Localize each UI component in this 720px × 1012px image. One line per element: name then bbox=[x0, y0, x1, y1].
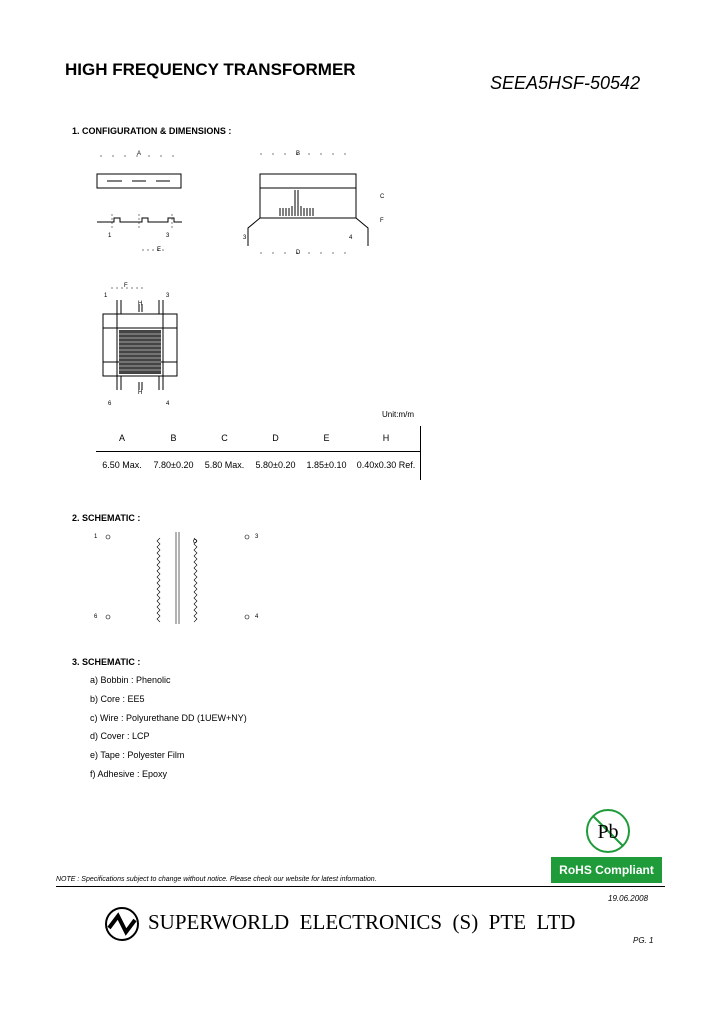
schematic-pin-1: 1 bbox=[94, 534, 98, 540]
company-logo bbox=[104, 906, 140, 942]
section-1-heading: 1. CONFIGURATION & DIMENSIONS : bbox=[72, 126, 232, 136]
table-cell: 7.80±0.20 bbox=[153, 460, 194, 470]
table-header: B bbox=[170, 433, 177, 443]
dim-label-f: F bbox=[124, 283, 128, 289]
material-item: b) Core : EE5 bbox=[90, 694, 145, 704]
table-header: H bbox=[382, 433, 390, 443]
table-header: E bbox=[323, 433, 330, 443]
dim-label-h-bottom: H bbox=[138, 390, 143, 396]
part-number: SEEA5HSF-50542 bbox=[490, 73, 641, 93]
schematic-pin-4: 4 bbox=[255, 614, 259, 620]
dim-label-h: H bbox=[138, 301, 143, 307]
section-2-heading: 2. SCHEMATIC : bbox=[72, 513, 141, 523]
table-cell: 5.80 Max. bbox=[204, 460, 245, 470]
dim-label-b: B bbox=[296, 151, 301, 157]
material-item: e) Tape : Polyester Film bbox=[90, 750, 185, 760]
table-header: D bbox=[272, 433, 279, 443]
unit-label: Unit:m/m bbox=[382, 410, 414, 419]
rohs-badge: RoHS Compliant bbox=[551, 857, 662, 883]
pb-symbol: Pb bbox=[597, 821, 619, 843]
schematic-pin-6: 6 bbox=[94, 614, 98, 620]
material-item: f) Adhesive : Epoxy bbox=[90, 769, 168, 779]
dim-label-a: A bbox=[137, 151, 142, 157]
dimensions-table bbox=[96, 426, 420, 480]
dim-label-c: C bbox=[380, 194, 385, 200]
footer-rule bbox=[56, 886, 665, 887]
material-item: d) Cover : LCP bbox=[90, 731, 150, 741]
pin-label-3: 3 bbox=[166, 233, 170, 239]
table-header: A bbox=[118, 433, 125, 443]
pin-label-4-bottom: 4 bbox=[166, 401, 170, 407]
schematic-pin-3: 3 bbox=[255, 534, 259, 540]
dim-label-f-side: F bbox=[380, 218, 384, 224]
table-header-row bbox=[96, 426, 420, 450]
footer-date: 19.06.2008 bbox=[608, 894, 649, 903]
table-header: C bbox=[221, 433, 228, 443]
pin-label-3-bottom: 3 bbox=[166, 293, 170, 299]
table-cell: 1.85±0.10 bbox=[306, 460, 347, 470]
table-cell: 6.50 Max. bbox=[102, 460, 142, 470]
material-item: c) Wire : Polyurethane DD (1UEW+NY) bbox=[90, 713, 247, 723]
lead-free-icon bbox=[584, 807, 632, 855]
section-3-heading: 3. SCHEMATIC : bbox=[72, 657, 141, 667]
page-number: PG. 1 bbox=[633, 936, 654, 945]
pin-label-3-side: 3 bbox=[243, 235, 247, 241]
table-cell: 0.40x0.30 Ref. bbox=[356, 460, 416, 470]
schematic-diagram bbox=[100, 528, 260, 628]
table-cell: 5.80±0.20 bbox=[255, 460, 296, 470]
material-item: a) Bobbin : Phenolic bbox=[90, 675, 171, 685]
table-row bbox=[96, 450, 420, 480]
pin-label-1-bottom: 1 bbox=[104, 293, 108, 299]
document-title: HIGH FREQUENCY TRANSFORMER bbox=[65, 60, 356, 79]
pin-label-6-bottom: 6 bbox=[108, 401, 112, 407]
pin-label-1: 1 bbox=[108, 233, 112, 239]
dim-label-e: E bbox=[157, 247, 162, 253]
drawing-top-view bbox=[92, 148, 202, 258]
pin-label-4-side: 4 bbox=[349, 235, 353, 241]
footer-note: NOTE : Specifications subject to change without notice. Please check our website for latest information. bbox=[56, 876, 377, 883]
company-name: SUPERWORLD ELECTRONICS (S) PTE LTD bbox=[148, 910, 576, 934]
dim-label-d: D bbox=[296, 250, 301, 256]
table-right-border bbox=[420, 426, 421, 480]
drawing-side-view bbox=[238, 148, 388, 263]
